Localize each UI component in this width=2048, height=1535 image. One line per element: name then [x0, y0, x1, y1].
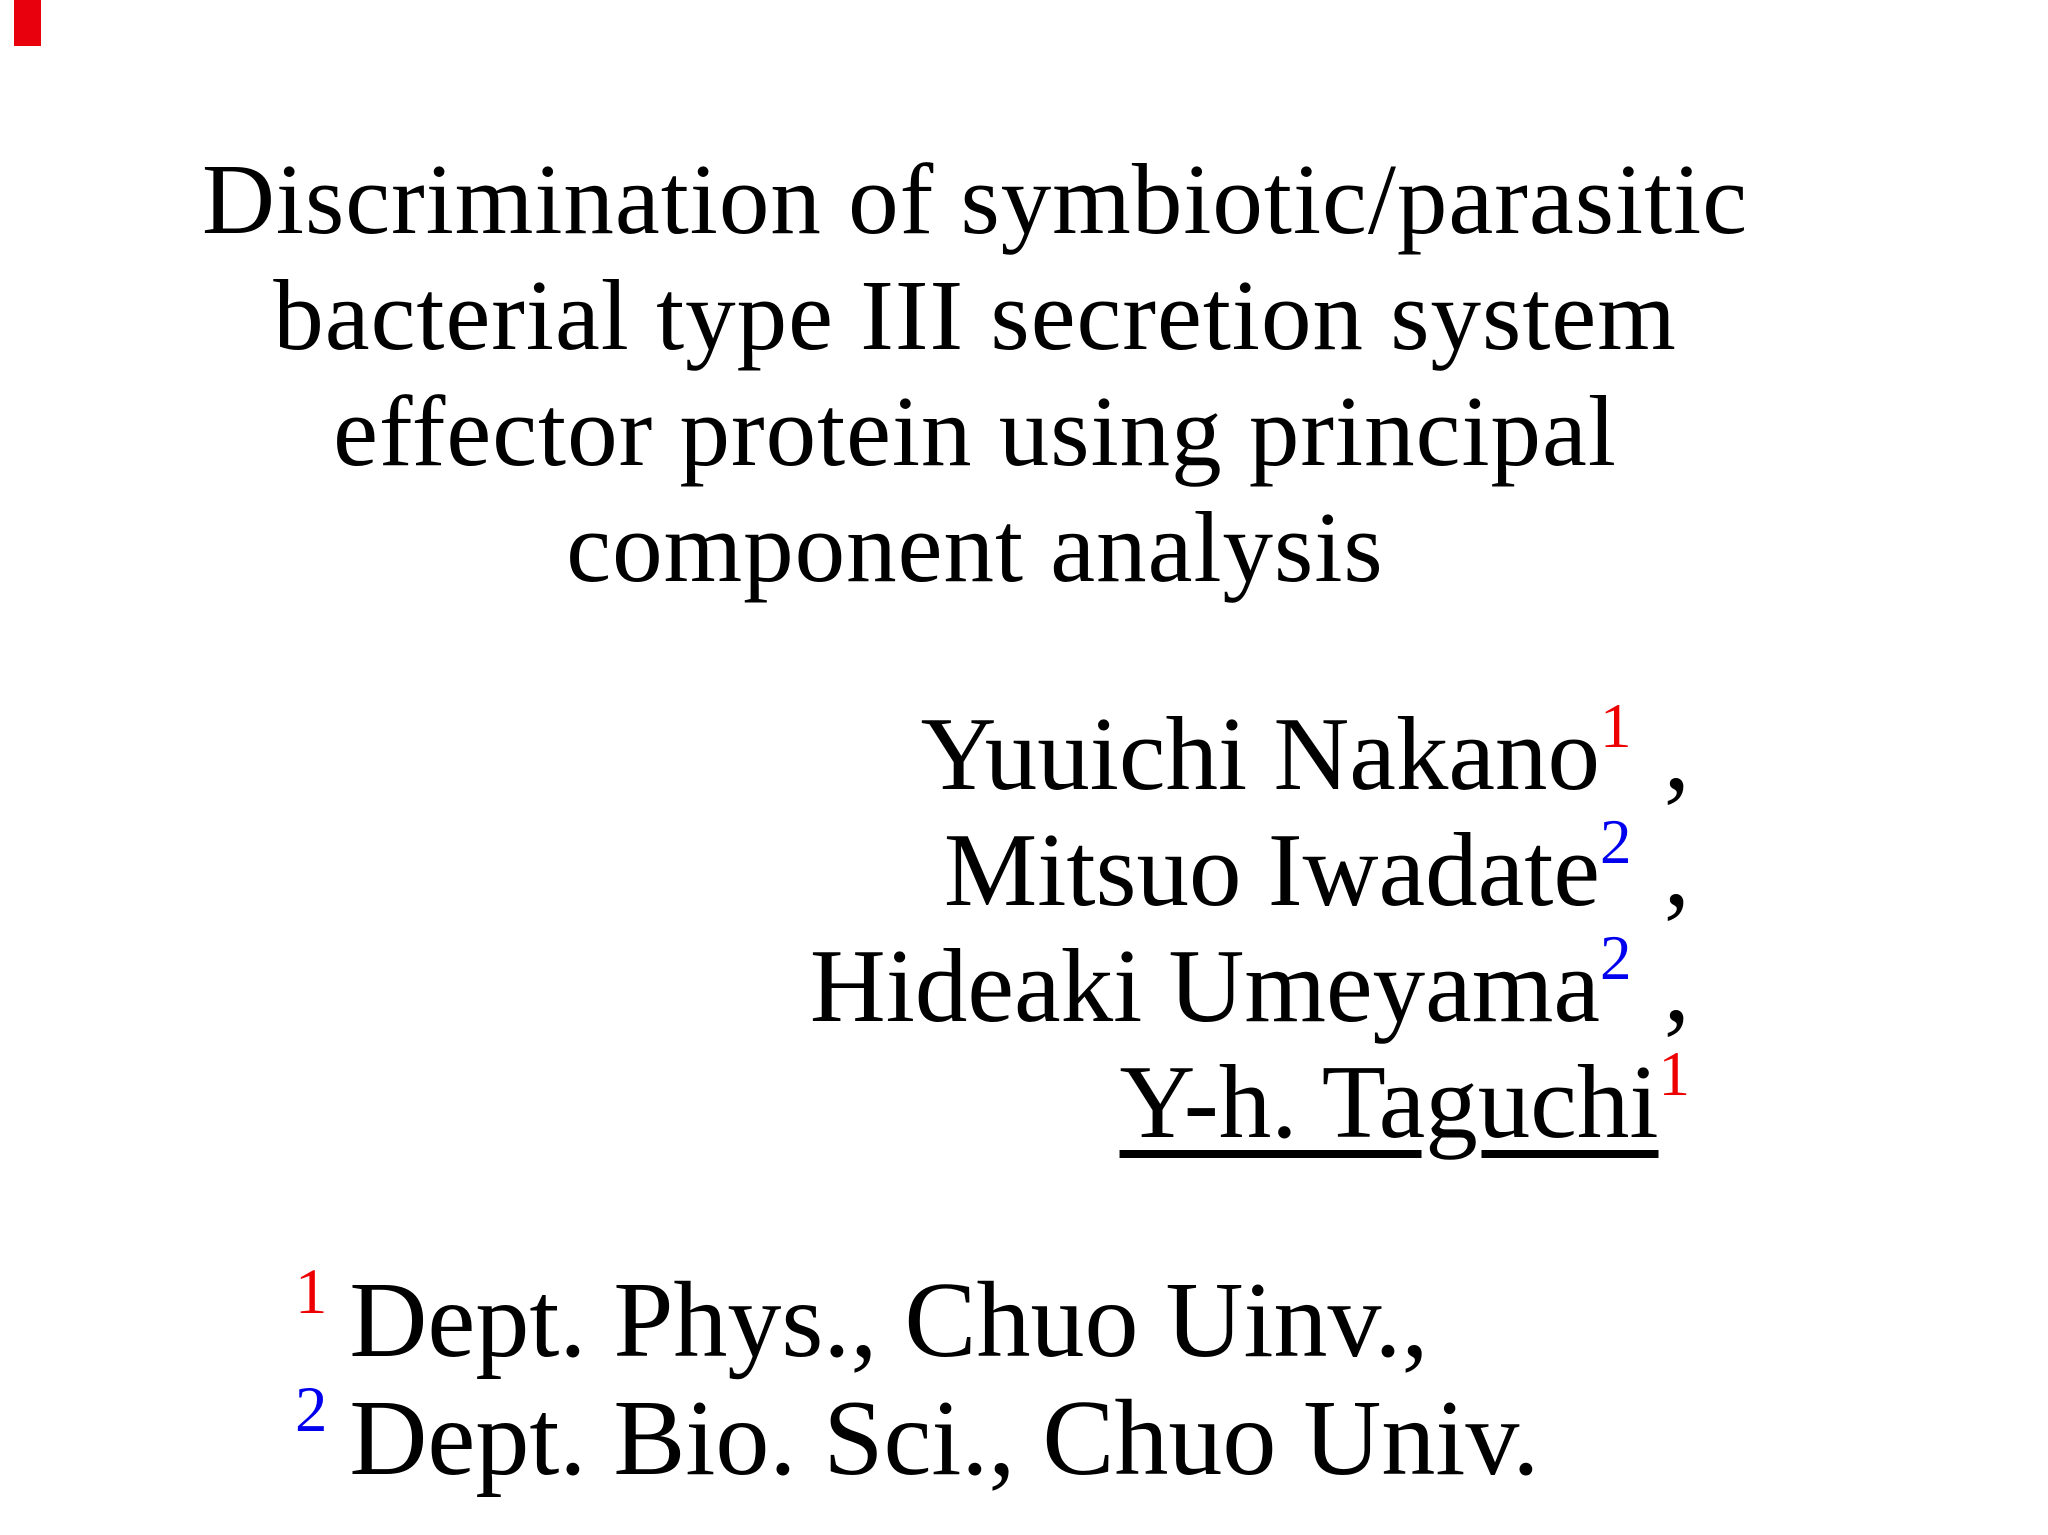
author-name: Mitsuo Iwadate — [943, 811, 1600, 928]
author-separator: , — [1637, 927, 1690, 1044]
author-list — [0, 691, 1690, 1160]
affiliation-line: 1 Dept. Phys., Chuo Uinv., — [295, 1256, 1429, 1380]
author-separator: , — [1637, 695, 1690, 812]
author-name: Y-h. Taguchi — [1119, 1043, 1659, 1160]
title-line-1: Discrimination of symbiotic/parasitic — [201, 143, 1749, 255]
slide-title — [0, 141, 1950, 605]
title-line-3: effector protein using principal — [333, 375, 1617, 487]
affiliation-list — [295, 1256, 1540, 1498]
author-line: Hideaki Umeyama2 , — [809, 923, 1690, 1044]
title-line-2: bacterial type III secretion system — [273, 259, 1677, 371]
affiliation-text: Dept. Bio. Sci., Chuo Univ. — [349, 1379, 1540, 1498]
red-corner-marker — [14, 0, 41, 46]
author-line: Yuuichi Nakano1 , — [920, 691, 1690, 812]
title-line-4: component analysis — [566, 491, 1384, 603]
author-line: Y-h. Taguchi1 — [1119, 1039, 1690, 1160]
author-name: Hideaki Umeyama — [809, 927, 1600, 1044]
affiliation-text: Dept. Phys., Chuo Uinv., — [349, 1261, 1429, 1380]
author-name: Yuuichi Nakano — [920, 695, 1600, 812]
author-separator: , — [1637, 811, 1690, 928]
affiliation-line: 2 Dept. Bio. Sci., Chuo Univ. — [295, 1374, 1540, 1498]
author-line: Mitsuo Iwadate2 , — [943, 807, 1690, 928]
